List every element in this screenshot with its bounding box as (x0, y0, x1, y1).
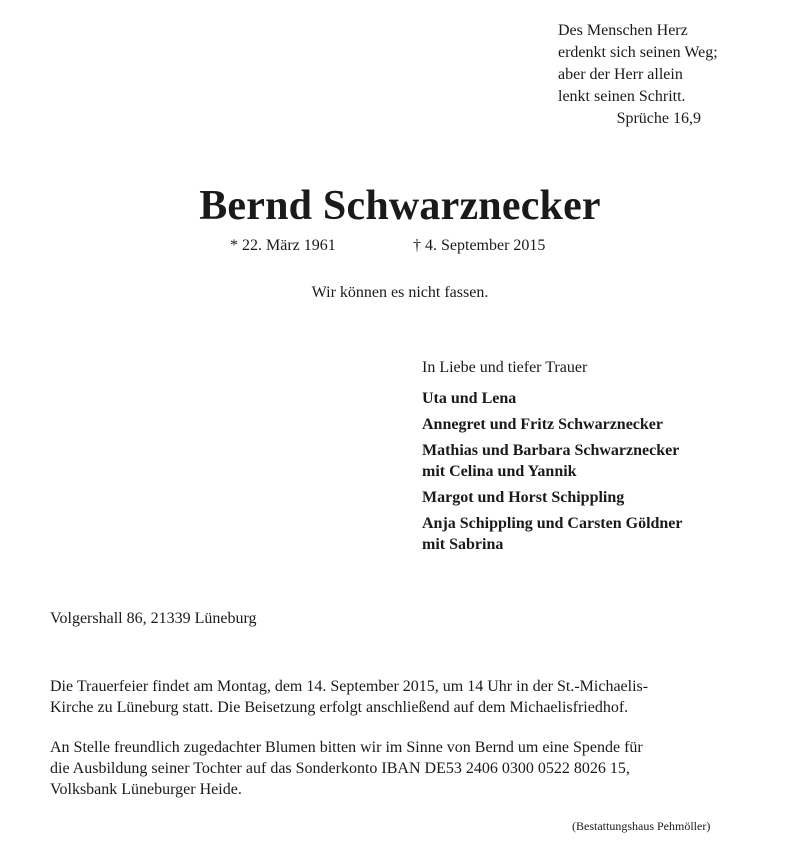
funeral-info-line: Die Trauerfeier findet am Montag, dem 14. September 2015, um 14 Uhr in der St.-Michaelis- (50, 678, 649, 695)
mourner-group (422, 388, 782, 409)
family-address: Volgershall 86, 21339 Lüneburg (50, 610, 257, 627)
death-date: † 4. September 2015 (413, 237, 546, 254)
funeral-info-line: Kirche zu Lüneburg statt. Die Beisetzung erfolgt anschließend auf dem Michaelisfriedhof. (50, 699, 629, 716)
mourner-group (422, 414, 782, 435)
mourner-name: Mathias und Barbara Schwarznecker (422, 442, 680, 459)
mourner-group (422, 487, 782, 508)
donation-info (50, 737, 770, 800)
verse-line: aber der Herr allein (558, 66, 683, 83)
mourner-group (422, 440, 782, 482)
mourner-name: mit Sabrina (422, 536, 504, 553)
deceased-name: Bernd Schwarznecker (199, 183, 601, 229)
verse-line: lenkt seinen Schritt. (558, 88, 686, 105)
mourning-quote: Wir können es nicht fassen. (311, 284, 489, 301)
verse-source: Sprüche 16,9 (616, 110, 701, 127)
funeral-info (50, 676, 770, 718)
donation-info-line: die Ausbildung seiner Tochter auf das Sonderkonto IBAN DE53 2406 0300 0522 8026 15, (50, 760, 630, 777)
mourner-name: Margot und Horst Schippling (422, 489, 625, 506)
mourners-list (422, 358, 782, 560)
mourner-group (422, 513, 782, 555)
mourner-name: mit Celina und Yannik (422, 463, 577, 480)
mourners-intro: In Liebe und tiefer Trauer (422, 359, 588, 376)
donation-info-line: Volksbank Lüneburger Heide. (50, 781, 242, 798)
funeral-home-credit: (Bestattungshaus Pehmöller) (572, 819, 711, 833)
bible-verse (558, 20, 758, 130)
donation-info-line: An Stelle freundlich zugedachter Blumen bitten wir im Sinne von Bernd um eine Spende für (50, 739, 643, 756)
mourner-name: Uta und Lena (422, 390, 517, 407)
verse-line: Des Menschen Herz (558, 22, 688, 39)
verse-line: erdenkt sich seinen Weg; (558, 44, 718, 61)
birth-date: * 22. März 1961 (230, 237, 336, 254)
mourner-name: Anja Schippling und Carsten Göldner (422, 515, 683, 532)
mourner-name: Annegret und Fritz Schwarznecker (422, 416, 663, 433)
